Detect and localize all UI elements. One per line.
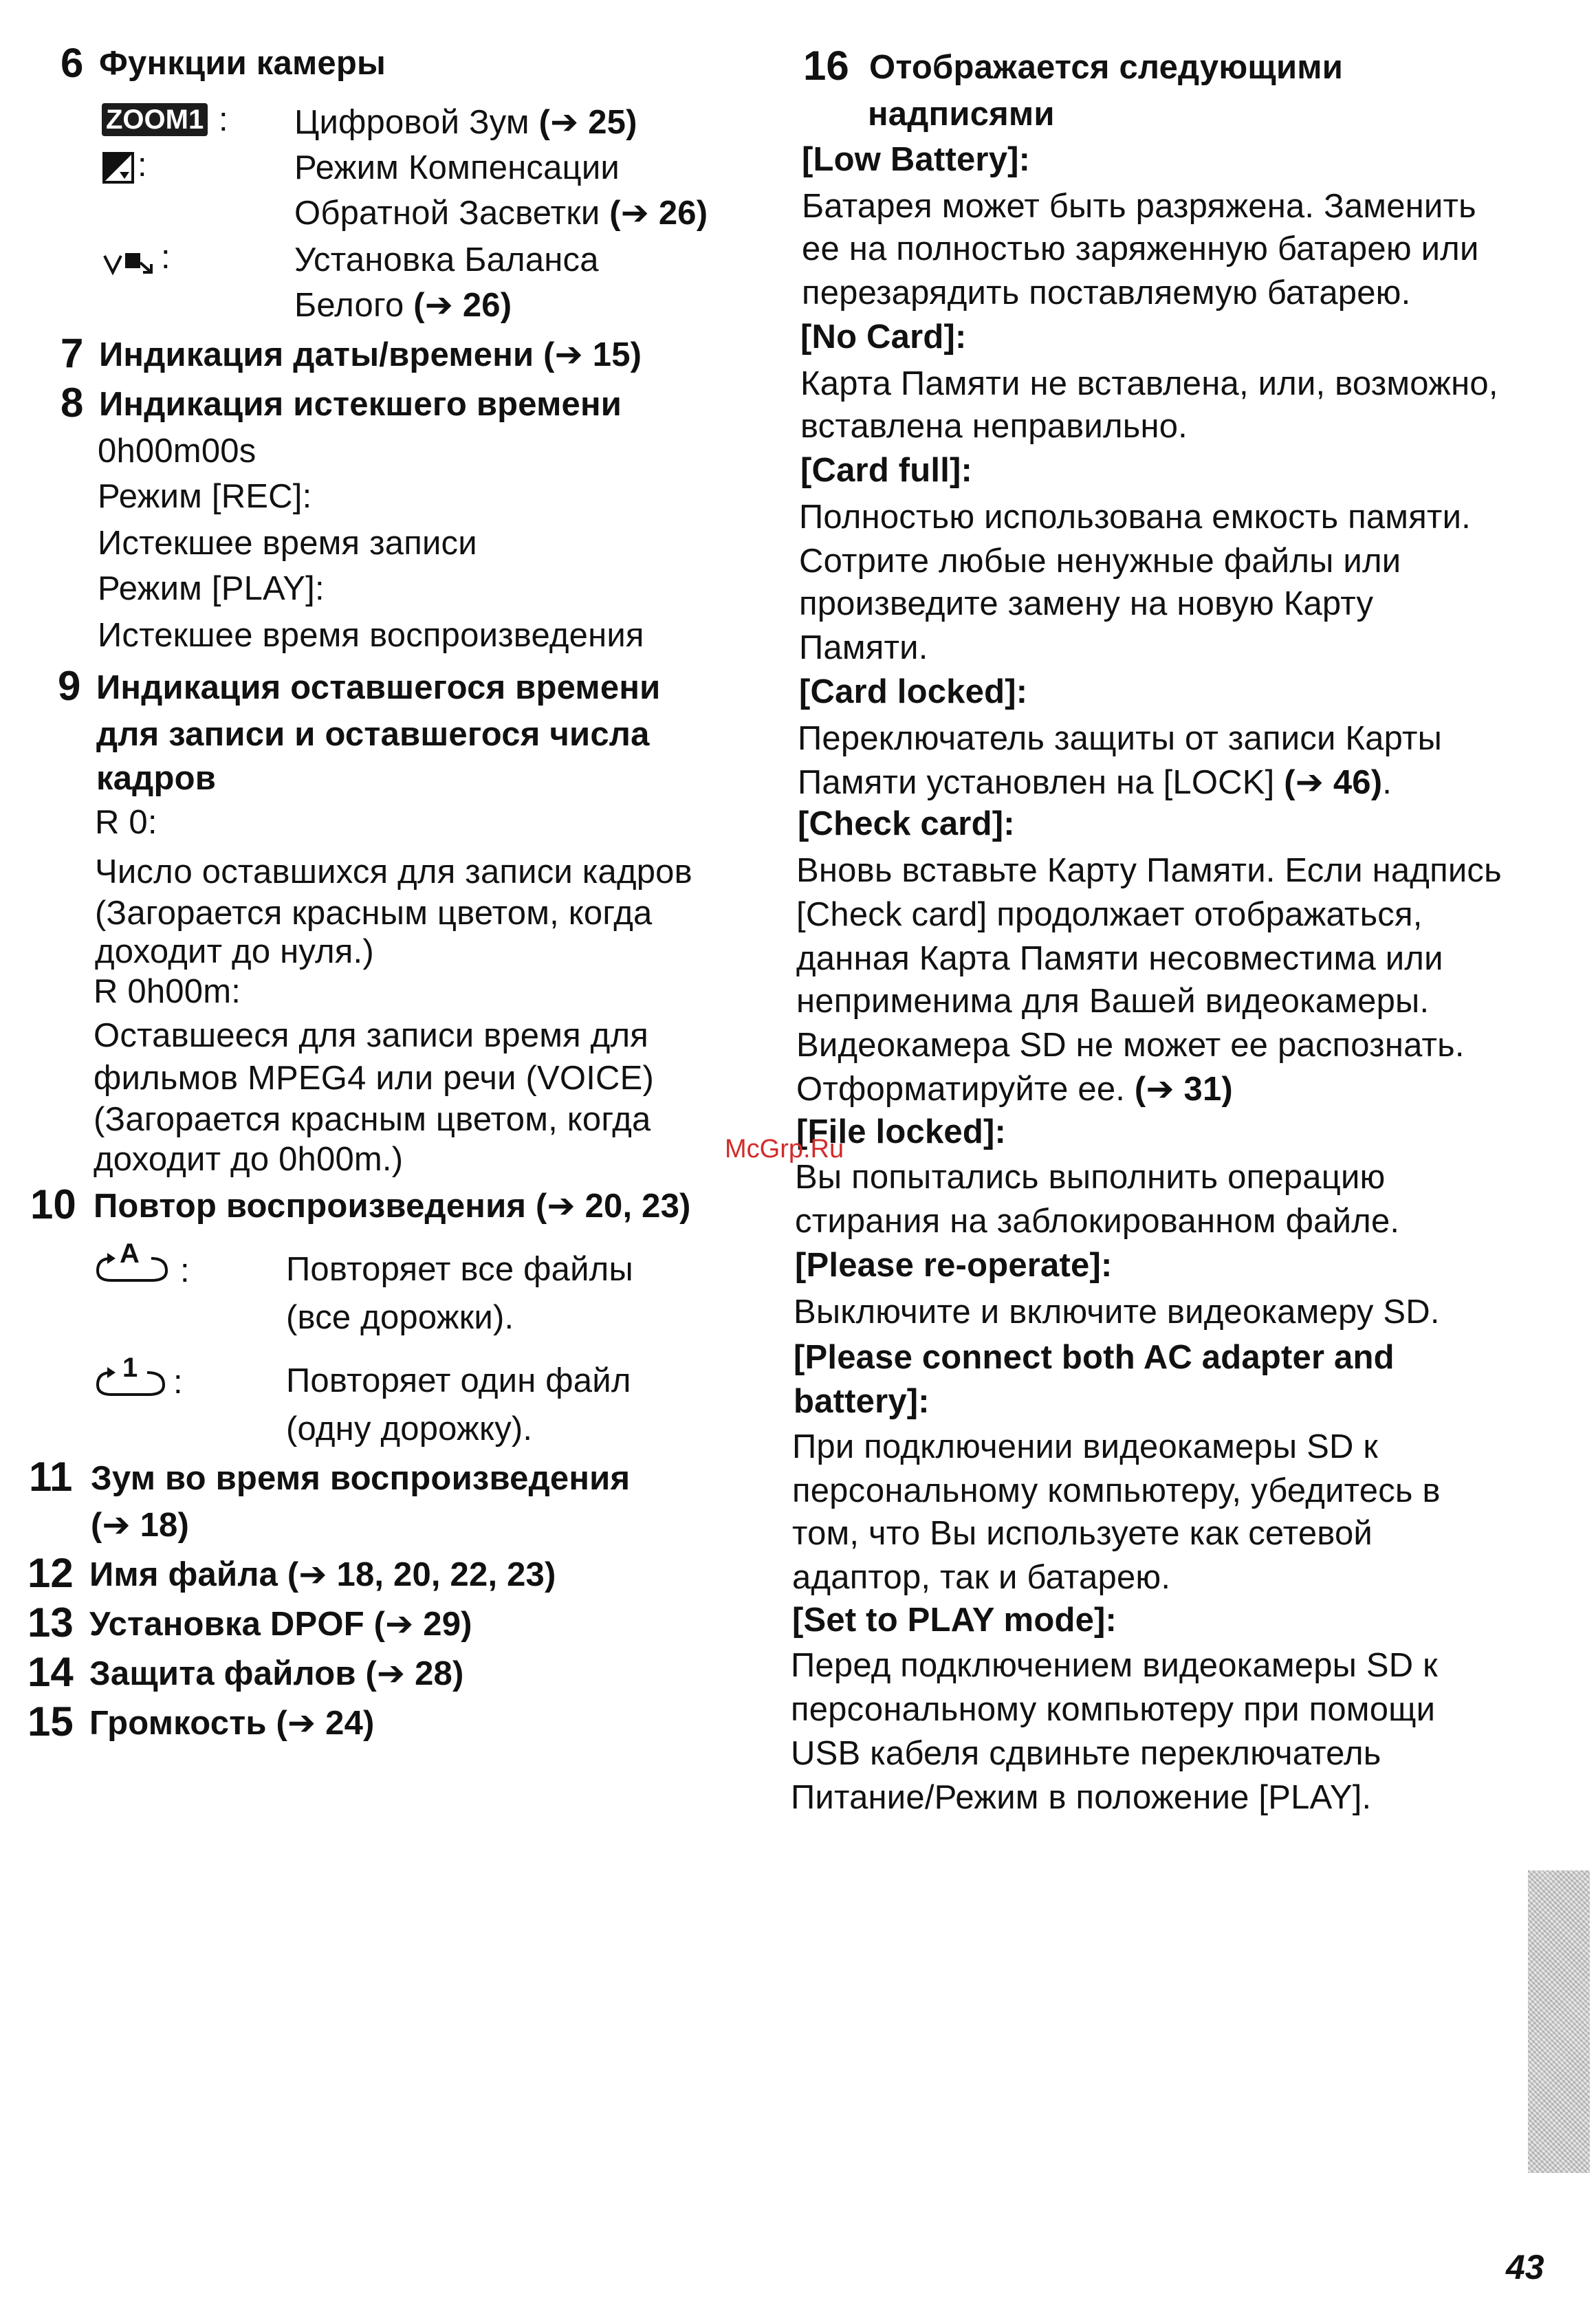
repeat-all-letter: A <box>120 1238 140 1269</box>
section-8-line: 0h00m00s <box>98 433 256 470</box>
repeat-one-digit: 1 <box>122 1353 138 1383</box>
section-16-title-line-1: Отображается следующими <box>869 49 1344 86</box>
message-body-line: Перед подключением видеокамеры SD к <box>791 1647 1438 1684</box>
message-body-line: том, что Вы используете как сетевой <box>792 1515 1373 1552</box>
white-balance-text-line-1: Установка Баланса <box>294 241 599 278</box>
message-body-line: Выключите и включите видеокамеру SD. <box>794 1293 1440 1331</box>
message-heading-please-reoperate: [Please re-operate]: <box>795 1247 1113 1284</box>
message-heading-card-locked: [Card locked]: <box>799 673 1028 710</box>
message-body-line: Вы попытались выполнить операцию <box>795 1159 1386 1196</box>
repeat-all-text-line-2: (все дорожки). <box>286 1299 514 1336</box>
message-body-line: Отформатируйте ее. (➔ 31) <box>796 1071 1233 1108</box>
message-body-line: При подключении видеокамеры SD к <box>792 1428 1379 1465</box>
section-16-title-line-2: надписями <box>868 96 1055 133</box>
message-body-line: неприменима для Вашей видеокамеры. <box>796 983 1430 1020</box>
backlight-text-line-2: Обратной Засветки (➔ 26) <box>294 195 708 232</box>
message-body-line: [Check card] продолжает отображаться, <box>796 896 1423 933</box>
section-6-title: Функции камеры <box>99 45 386 82</box>
section-12-number: 12 <box>28 1550 74 1596</box>
section-9-title-line: Индикация оставшегося времени <box>96 669 661 706</box>
colon: : <box>180 1252 190 1289</box>
section-9-line: фильмов MPEG4 или речи (VOICE) <box>94 1060 655 1097</box>
section-8-line: Истекшее время записи <box>98 525 477 562</box>
message-body-line: Питание/Режим в положение [PLAY]. <box>791 1779 1372 1816</box>
colon: : <box>219 101 228 138</box>
message-body-line: Видеокамера SD не может ее распознать. <box>796 1027 1465 1064</box>
section-14-title: Защита файлов (➔ 28) <box>89 1655 464 1692</box>
section-9-line: доходит до нуля.) <box>95 933 374 970</box>
message-body-line: ее на полностью заряженную батарею или <box>802 230 1479 267</box>
section-9-number: 9 <box>58 663 81 709</box>
message-body-line: Полностью использована емкость памяти. <box>799 499 1471 536</box>
section-10-title: Повтор воспроизведения (➔ 20, 23) <box>94 1188 691 1225</box>
section-8-number: 8 <box>61 380 84 426</box>
section-9-line: (Загорается красным цветом, когда <box>95 895 653 932</box>
repeat-one-text-line-1: Повторяет один файл <box>286 1362 631 1399</box>
section-15-number: 15 <box>28 1698 74 1745</box>
section-9-title-line: для записи и оставшегося числа <box>96 716 650 753</box>
repeat-all-text-line-1: Повторяет все файлы <box>286 1251 633 1288</box>
white-balance-text-line-2: Белого (➔ 26) <box>294 287 512 324</box>
repeat-all-icon <box>92 1238 175 1286</box>
repeat-one-text-line-2: (одну дорожку). <box>286 1410 533 1448</box>
colon: : <box>173 1364 183 1401</box>
message-body-line: Батарея может быть разряжена. Заменить <box>802 188 1476 225</box>
section-13-title: Установка DPOF (➔ 29) <box>89 1606 472 1643</box>
message-heading-no-card: [No Card]: <box>800 318 967 356</box>
section-9-line: R 0h00m: <box>94 973 241 1010</box>
message-heading-connect-both: [Please connect both AC adapter and <box>794 1339 1395 1376</box>
section-9-line: доходит до 0h00m.) <box>94 1141 404 1178</box>
message-body-line: Сотрите любые ненужные файлы или <box>799 543 1401 580</box>
section-12-title: Имя файла (➔ 18, 20, 22, 23) <box>89 1556 556 1593</box>
backlight-compensation-icon <box>102 151 135 184</box>
page-edge-tab <box>1528 1870 1590 2173</box>
message-body-line: данная Карта Памяти несовместима или <box>796 940 1443 977</box>
page-number: 43 <box>1506 2248 1544 2286</box>
message-body-line: Памяти установлен на [LOCK] (➔ 46). <box>798 764 1392 801</box>
section-9-line: R 0: <box>95 804 157 841</box>
digital-zoom-text: Цифровой Зум (➔ 25) <box>294 104 637 141</box>
section-8-line: Истекшее время воспроизведения <box>98 617 644 654</box>
message-heading-connect-both-line-2: battery]: <box>794 1383 930 1420</box>
section-8-title: Индикация истекшего времени <box>99 386 622 423</box>
section-7-number: 7 <box>61 330 84 376</box>
section-6-number: 6 <box>61 40 84 86</box>
message-body-line: персональному компьютеру, убедитесь в <box>792 1472 1441 1509</box>
message-body-line: Памяти. <box>799 629 928 666</box>
section-9-line: (Загорается красным цветом, когда <box>94 1101 651 1138</box>
section-8-line: Режим [PLAY]: <box>98 570 325 607</box>
message-body-line: USB кабеля сдвиньте переключатель <box>791 1735 1381 1772</box>
white-balance-icon <box>102 245 157 278</box>
message-body-line: вставлена неправильно. <box>800 408 1188 445</box>
message-body-line: персональному компьютеру при помощи <box>791 1691 1436 1728</box>
message-body-line: Карта Памяти не вставлена, или, возможно, <box>800 365 1498 402</box>
message-body-line: произведите замену на новую Карту <box>799 585 1374 622</box>
section-11-title-line-2: (➔ 18) <box>91 1507 190 1544</box>
backlight-text-line-1: Режим Компенсации <box>294 149 620 186</box>
section-14-number: 14 <box>28 1649 74 1695</box>
repeat-one-icon <box>92 1352 175 1400</box>
colon: : <box>161 239 171 276</box>
colon: : <box>138 146 147 184</box>
section-11-title-line-1: Зум во время воспроизведения <box>91 1460 631 1497</box>
section-13-number: 13 <box>28 1599 74 1646</box>
section-9-title-line: кадров <box>96 760 217 797</box>
section-16-number: 16 <box>803 43 849 89</box>
message-body-line: Переключатель защиты от записи Карты <box>798 720 1443 757</box>
section-10-number: 10 <box>30 1181 76 1227</box>
message-body-line: Вновь вставьте Карту Памяти. Если надпись <box>796 852 1502 889</box>
section-15-title: Громкость (➔ 24) <box>89 1705 375 1742</box>
section-8-line: Режим [REC]: <box>98 478 312 515</box>
message-body-line: адаптор, так и батарею. <box>792 1559 1171 1596</box>
message-heading-file-locked: [File locked]: <box>796 1113 1007 1150</box>
message-heading-check-card: [Check card]: <box>798 805 1015 842</box>
message-heading-card-full: [Card full]: <box>800 452 973 489</box>
section-7-title: Индикация даты/времени (➔ 15) <box>99 336 642 373</box>
section-9-line: Число оставшихся для записи кадров <box>95 853 692 891</box>
message-body-line: стирания на заблокированном файле. <box>795 1203 1400 1240</box>
message-body-line: перезарядить поставляемую батарею. <box>802 274 1411 312</box>
watermark: McGrp.Ru <box>725 1135 844 1164</box>
message-heading-set-play: [Set to PLAY mode]: <box>792 1602 1117 1639</box>
zoom-badge-icon: ZOOM1 <box>102 103 208 136</box>
section-11-number: 11 <box>29 1454 73 1500</box>
section-9-line: Оставшееся для записи время для <box>94 1017 648 1054</box>
message-heading-low-battery: [Low Battery]: <box>802 141 1031 178</box>
